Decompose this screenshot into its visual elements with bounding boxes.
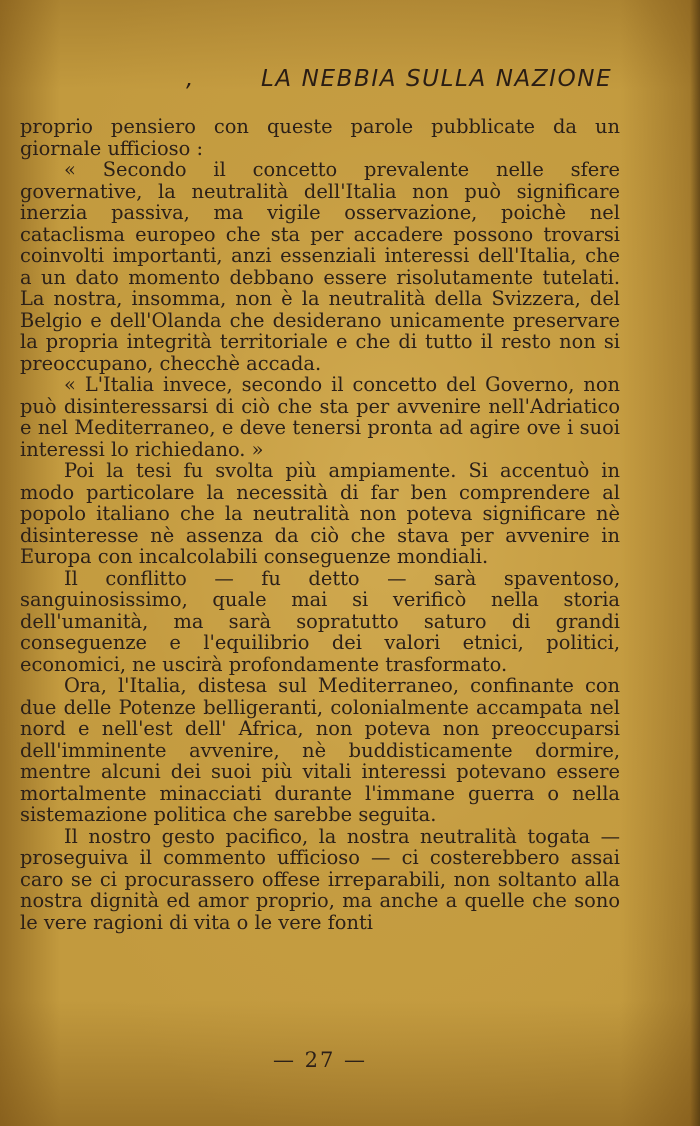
paragraph-quote-1: « Secondo il concetto prevalente nelle sfere governative, la neutralità dell'Italia non può significare inerzia passiva, ma vigile osservazione, poichè nel cataclisma europeo che sta per accadere possono trovarsi coinvolti importanti, anzi essenziali interessi dell'Italia, che a un dato momento debbano essere risolutamente tutelati. La nostra, insomma, non è la neutralità della Svizzera, del Belgio e dell'Olanda che desiderano unicamente preservare la propria integrità territoriale e che di tutto il resto non si preoccupano, checchè accada. bbox=[20, 158, 620, 375]
paragraph: Il conflitto — fu detto — sarà spaventoso, sanguinosissimo, quale mai si verificò nella storia dell'umanità, ma sarà sopratutto saturo di grandi conseguenze e l'equilibrio dei valori etnici, politici, economici, ne uscirà profondamente trasformato. bbox=[20, 566, 620, 676]
paragraph: Ora, l'Italia, distesa sul Mediterraneo, confinante con due delle Potenze belligeranti, colonialmente accampata nel nord e nell'est dell' Africa, non poteva non preoccuparsi dell'imminente avvenire, nè buddisticamente dormire, mentre alcuni dei suoi più vitali interessi potevano essere mortalmente minacciati durante l'immane guerra o nella sistemazione politica che sarebbe seguita. bbox=[20, 674, 620, 826]
paragraph: Il nostro gesto pacifico, la nostra neutralità togata — proseguiva il commento ufficioso — ci costerebbero assai caro se ci procurassero offese irreparabili, non soltanto alla nostra dignità ed amor proprio, ma anche a quelle che sono le vere ragioni di vita o le vere fonti bbox=[20, 824, 620, 934]
paragraph-quote-2: « L'Italia invece, secondo il concetto del Governo, non può disinteressarsi di ciò che sta per avvenire nell'Adriatico e nel Mediterraneo, e deve tenersi pronta ad agire ove i suoi interessi lo richiedano. » bbox=[20, 373, 620, 461]
paragraph: Poi la tesi fu svolta più ampiamente. Si accentuò in modo particolare la necessità di far ben comprendere al popolo italiano che la neutralità non poteva significare nè disinteresse nè assenza da ciò che stava per avvenire in Europa con incalcolabili conseguenze mondiali. bbox=[20, 459, 620, 568]
running-head-mark: , bbox=[186, 66, 195, 92]
page-edge-shadow bbox=[690, 0, 700, 1126]
paragraph-continuation: proprio pensiero con queste parole pubblicate da un giornale ufficioso : bbox=[20, 115, 620, 160]
running-head-title: LA NEBBIA SULLA NAZIONE bbox=[261, 66, 613, 92]
page-number: — 27 — bbox=[272, 1048, 368, 1072]
running-head bbox=[186, 66, 626, 100]
body-text bbox=[20, 116, 620, 933]
